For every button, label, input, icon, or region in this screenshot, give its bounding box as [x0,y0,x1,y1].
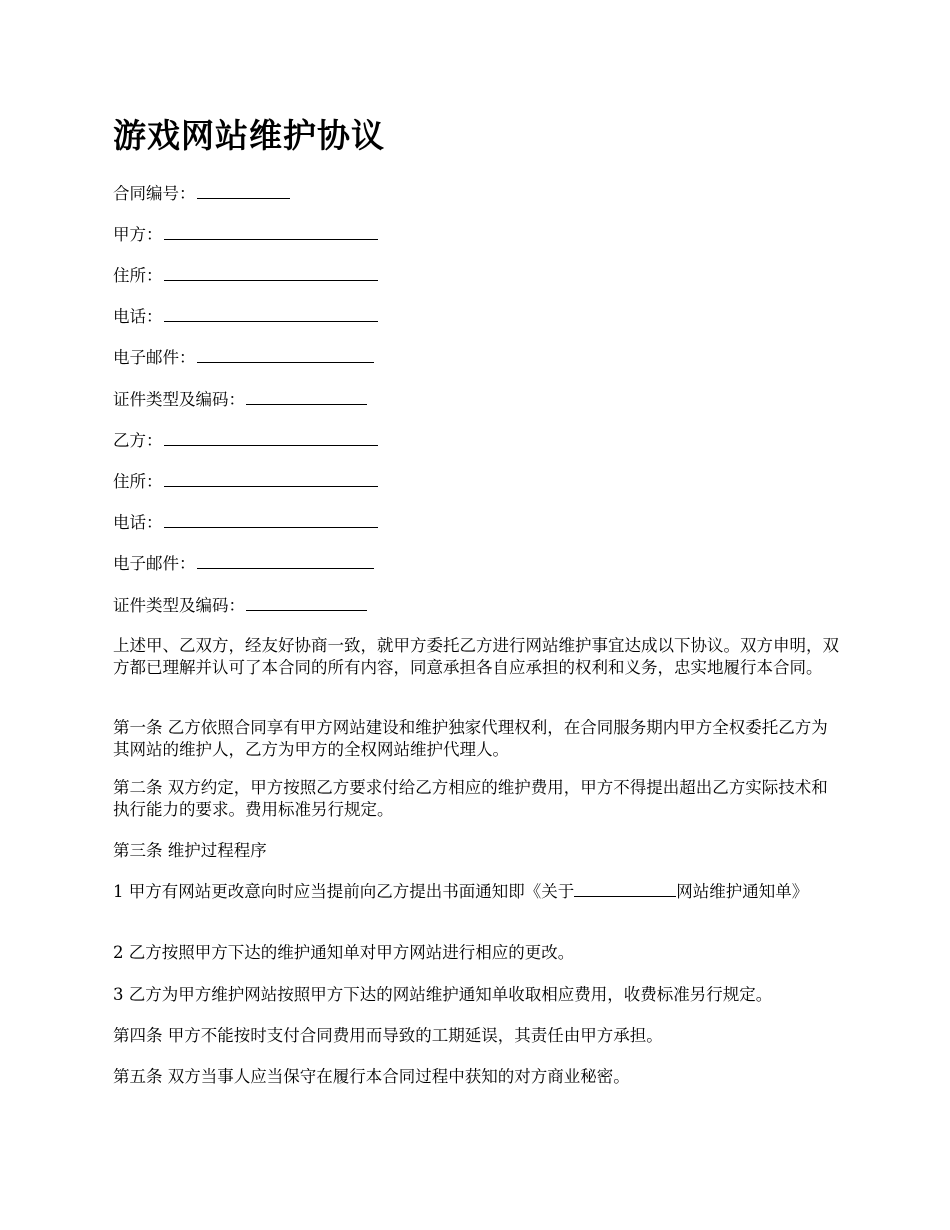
field-label: 住所： [113,472,163,491]
fill-blank [197,552,374,569]
field-party-b-address [113,470,378,493]
field-label: 乙方： [113,431,163,450]
fill-blank [164,305,378,322]
field-party-a-phone [113,305,378,328]
fill-blank [574,881,676,897]
field-party-a-id [113,388,367,411]
fill-blank [197,182,290,199]
field-label: 合同编号： [113,184,196,203]
article-1: 第一条 乙方依照合同享有甲方网站建设和维护独家代理权利，在合同服务期内甲方全权委托乙方为其网站的维护人，乙方为甲方的全权网站维护代理人。 [113,718,828,759]
fill-blank [164,470,378,487]
field-party-b-id [113,594,367,617]
intro-paragraph: 上述甲、乙双方，经友好协商一致，就甲方委托乙方进行网站维护事宜达成以下协议。双方申明，双方都已理解并认可了本合同的所有内容，同意承担各自应承担的权利和义务，忠实地履行本合同。 [113,636,839,677]
fill-blank [246,388,367,405]
article-2: 第二条 双方约定，甲方按照乙方要求付给乙方相应的维护费用，甲方不得提出超出乙方实际技术和执行能力的要求。费用标准另行规定。 [113,778,828,819]
item-1-text-end: 网站维护通知单》 [676,882,809,901]
field-label: 证件类型及编码： [113,596,245,615]
fill-blank [164,223,378,240]
field-party-a-address [113,264,378,287]
article-3-title: 第三条 维护过程程序 [113,841,267,860]
field-label: 电子邮件： [113,554,196,573]
fill-blank [246,594,367,611]
field-label: 证件类型及编码： [113,390,245,409]
fill-blank [197,346,374,363]
field-label: 甲方： [113,225,163,244]
document-title: 游戏网站维护协议 [113,116,385,155]
field-label: 住所： [113,266,163,285]
field-party-a [113,223,378,246]
field-party-b [113,429,378,452]
field-contract-number [113,182,290,205]
field-label: 电子邮件： [113,348,196,367]
article-5: 第五条 双方当事人应当保守在履行本合同过程中获知的对方商业秘密。 [113,1067,630,1086]
fill-blank [164,429,378,446]
fill-blank [164,264,378,281]
field-label: 电话： [113,307,163,326]
item-1-text-start: 1 甲方有网站更改意向时应当提前向乙方提出书面通知即《关于 [113,882,575,901]
fill-blank [164,511,378,528]
field-label: 电话： [113,513,163,532]
article-3-item-3: 3 乙方为甲方维护网站按照甲方下达的网站维护通知单收取相应费用，收费标准另行规定。 [113,985,773,1004]
field-party-a-email [113,346,374,369]
article-3-item-2: 2 乙方按照甲方下达的维护通知单对甲方网站进行相应的更改。 [113,943,575,962]
article-3-item-1 [113,881,843,903]
field-party-b-phone [113,511,378,534]
article-4: 第四条 甲方不能按时支付合同费用而导致的工期延误，其责任由甲方承担。 [113,1026,663,1045]
field-party-b-email [113,552,374,575]
